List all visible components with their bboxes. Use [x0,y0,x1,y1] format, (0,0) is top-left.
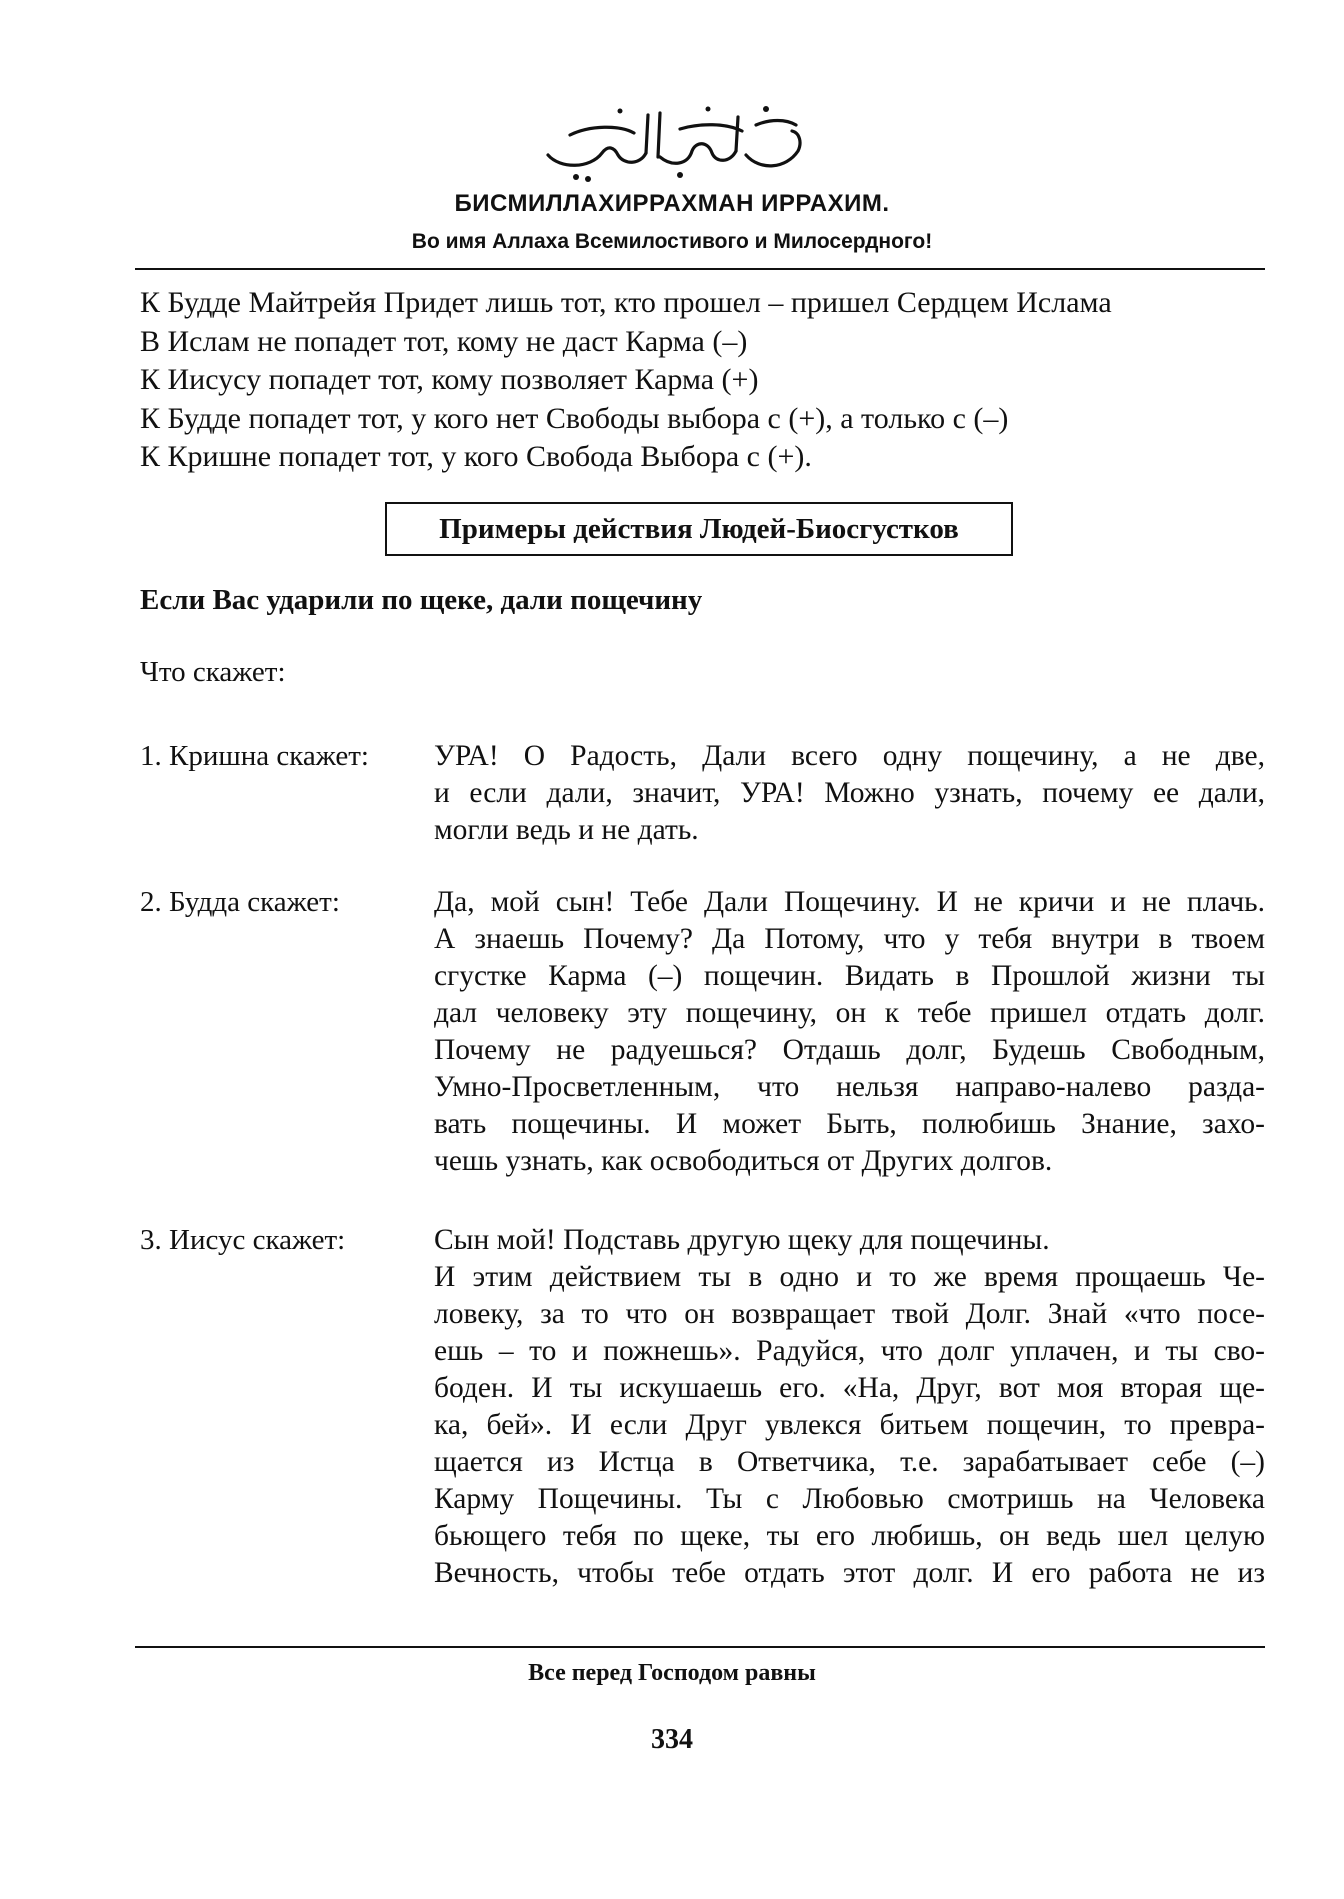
entry-line: чешь узнать, как освободиться от Других долгов. [434,1145,1053,1177]
entry-line: щается из Истца в Ответчика, т.е. зарабатывает себе (–) [434,1446,1265,1478]
entry-line: Умно-Просветленным, что нельзя направо-налево разда- [434,1071,1265,1103]
entry-label: 1. Кришна скажет: [140,740,369,772]
entry-line: дал человеку эту пощечину, он к тебе пришел отдать долг. [434,997,1265,1029]
footer-divider [135,1646,1265,1648]
entry-label: 2. Будда скажет: [140,886,340,918]
intro-line: К Иисусу попадет тот, кому позволяет Карма (+) [140,363,759,396]
section-subheading: Если Вас ударили по щеке, дали пощечину [140,584,703,616]
bismillah-calligraphy-icon [530,95,816,185]
intro-line: К Кришне попадет тот, у кого Свобода Выбора с (+). [140,440,812,473]
bismillah-title: БИСМИЛЛАХИРРАХМАН ИРРАХИМ. [454,190,890,217]
entry-label: 3. Иисус скажет: [140,1224,346,1256]
entry-line: Карму Пощечины. Ты с Любовью смотришь на Человека [434,1483,1265,1515]
entry-line: ка, бей». И если Друг увлекся битьем пощечин, то превра- [434,1409,1265,1441]
entry-line: сгустке Карма (–) пощечин. Видать в Прошлой жизни ты [434,960,1265,992]
page-number: 334 [651,1724,693,1755]
entry-line: бьющего тебя по щеке, ты его любишь, он ведь шел целую [434,1520,1265,1552]
entry-line: боден. И ты искушаешь его. «На, Друг, вот моя вторая ще- [434,1372,1265,1404]
intro-line: К Будде попадет тот, у кого нет Свободы выбора с (+), а только с (–) [140,401,1009,435]
header-divider [135,268,1265,270]
entry-line: могли ведь и не дать. [434,814,699,846]
running-footer: Все перед Господом равны [528,1660,816,1686]
entry-line: УРА! О Радость, Дали всего одну пощечину, а не две, [434,740,1265,772]
intro-block [140,284,1270,477]
boxed-section-heading [385,502,1013,556]
bismillah-subtitle: Во имя Аллаха Всемилостивого и Милосердного! [411,230,933,253]
entry-line: Вечность, чтобы тебе отдать этот долг. И его работа не из [434,1557,1265,1589]
entry-line: Почему не радуешься? Отдашь долг, Будешь Свободным, [434,1034,1265,1066]
entry-line: И этим действием ты в одно и то же время прощаешь Че- [434,1261,1265,1293]
prompt-text: Что скажет: [140,656,286,688]
entry-line: Да, мой сын! Тебе Дали Пощечину. И не кричи и не плачь. [434,886,1265,918]
entry-line: ешь – то и пожнешь». Радуйся, что долг уплачен, и ты сво- [434,1335,1265,1367]
intro-line: К Будде Майтрейя Придет лишь тот, кто прошел – пришел Сердцем Ислама [140,286,1112,319]
entry-line: и если дали, значит, УРА! Можно узнать, почему ее дали, [434,777,1265,809]
entry-line: ловеку, за то что он возвращает твой Долг. Знай «что посе- [434,1298,1265,1330]
entry-text [434,884,1265,1180]
entry-line: вать пощечины. И может Быть, полюбишь Знание, захо- [434,1108,1265,1140]
entry-text [434,1222,1265,1592]
entry-line: А знаешь Почему? Да Потому, что у тебя внутри в твоем [434,923,1265,955]
entry-line: Сын мой! Подставь другую щеку для пощечины. [434,1224,1050,1256]
boxed-heading-text: Примеры действия Людей-Биосгустков [439,512,959,545]
intro-line: В Ислам не попадет тот, кому не даст Карма (–) [140,324,748,358]
entry-text [434,738,1265,849]
